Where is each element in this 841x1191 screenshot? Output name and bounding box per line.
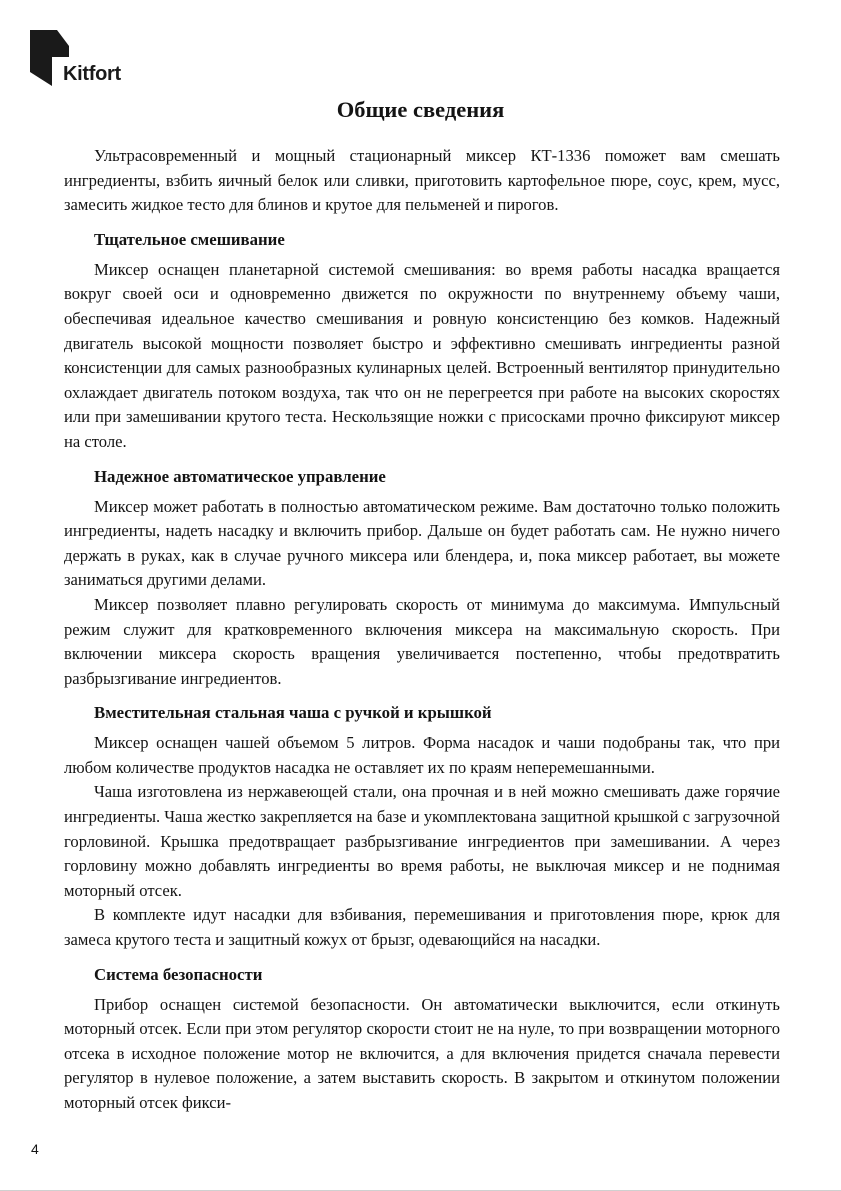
paragraph: Чаша изготовлена из нержавеющей стали, она прочная и в ней можно смешивать даже горячие ингредиенты. Чаша жестко закрепляется на базе и укомплектована защитной крышкой с загрузочной горловиной. Крышка предотвращает разбрызгивание ингредиентов при замешивании. А через горловину можно добавлять ингредиенты во время работы, не выключая миксер и не поднимая моторный отсек. xyxy=(64,782,781,900)
intro-paragraph: Ультрасовременный и мощный стационарный миксер КТ-1336 поможет вам смешать ингредиенты, взбить яичный белок или сливки, приготовить картофельное пюре, соус, крем, мусс, замесить жидкое тесто для блинов и крутое для пельменей и пирогов. xyxy=(64,146,780,215)
paragraph: Прибор оснащен системой безопасности. Он автоматически выключится, если откинуть моторный отсек. Если при этом регулятор скорости стоит не на нуле, то при возвращении моторного отсека в исходное положение мотор не включится, а для включения придется сначала перевести регулятор в нулевое положение, а затем выставить скорость. В закрытом и откинутом положении моторный отсек фикси- xyxy=(64,994,780,1112)
paragraph: Миксер оснащен чашей объемом 5 литров. Форма насадок и чаши подобраны так, что при любом количестве продуктов насадка не оставляет их по краям неперемешанными. xyxy=(64,733,780,777)
section-heading: Тщательное смешивание xyxy=(94,229,285,249)
section-automatic-control xyxy=(64,465,780,692)
paragraph: В комплекте идут насадки для взбивания, перемешивания и приготовления пюре, крюк для замеса крутого теста и защитный кожух от брызг, одевающийся на насадки. xyxy=(64,905,780,950)
section-heading: Система безопасности xyxy=(94,964,263,984)
kitfort-logo xyxy=(30,30,140,90)
paragraph: Миксер позволяет плавно регулировать скорость от минимума до максимума. Импульсный режим служит для кратковременного включения миксера на максимальную скорость. При включении миксера скорость вращения увеличивается постепенно, чтобы предотвратить разбрызгивание ингредиентов. xyxy=(64,594,780,688)
paragraph: Миксер оснащен планетарной системой смешивания: во время работы насадка вращается вокруг своей оси и одновременно движется по окружности по внутреннему объему чаши, обеспечивая идеальное качество смешивания и ровную консистенцию без комков. Надежный двигатель высокой мощности позволяет быстро и эффективно смешивать ингредиенты разной консистенции для самых разнообразных кулинарных целей. Встроенный вентилятор принудительно охлаждает двигатель потоком воздуха, так что он не перегреется при работе на высоких скоростях или при замешивании крутого теста. Нескользящие ножки с присосками прочно фиксируют миксер на столе. xyxy=(64,259,780,451)
section-heading: Надежное автоматическое управление xyxy=(94,466,386,486)
document-body xyxy=(64,144,780,1116)
section-heading: Вместительная стальная чаша с ручкой и крышкой xyxy=(94,703,492,723)
page-number: 4 xyxy=(31,1141,39,1157)
page-title: Общие сведения xyxy=(336,97,505,122)
section-steel-bowl xyxy=(64,701,780,952)
section-safety-system xyxy=(64,963,780,1116)
paragraph: Миксер может работать в полностью автоматическом режиме. Вам достаточно только положить ингредиенты, надеть насадку и включить прибор. Дальше он будет работать сам. Не нужно ничего держать в руках, как в случае ручного миксера или блендера, и, пока миксер работает, вы можете заниматься другими делами. xyxy=(64,496,780,590)
section-mixing xyxy=(64,228,780,455)
brand-name: Kitfort xyxy=(63,63,121,85)
